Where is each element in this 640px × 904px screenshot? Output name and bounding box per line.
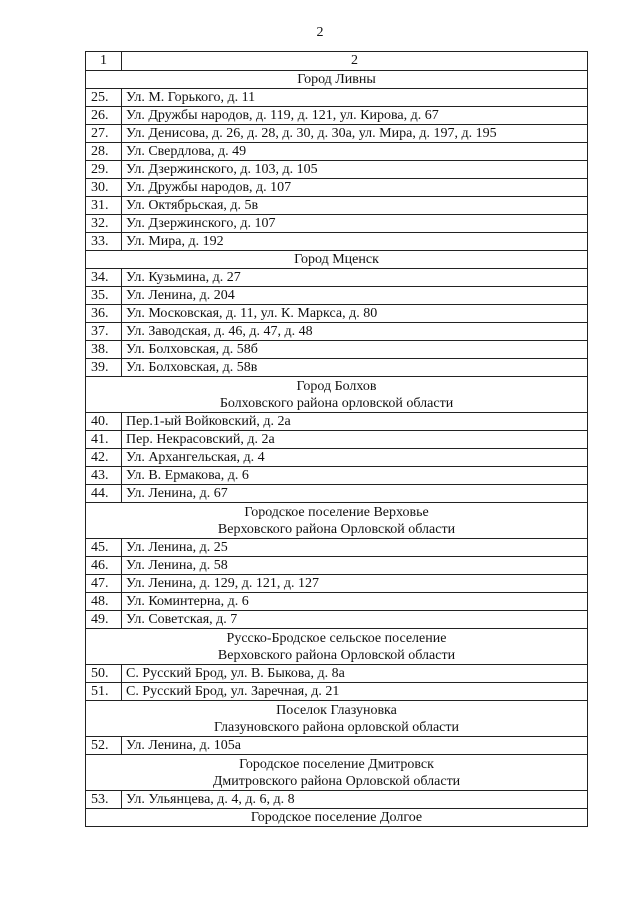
row-number: 49. bbox=[86, 611, 122, 629]
section-header-row bbox=[86, 251, 588, 269]
table-row bbox=[86, 611, 588, 629]
row-number: 32. bbox=[86, 215, 122, 233]
section-title-line: Верховского района Орловской области bbox=[217, 647, 456, 663]
section-title bbox=[86, 701, 588, 737]
table-row bbox=[86, 323, 588, 341]
row-number: 51. bbox=[86, 683, 122, 701]
row-address: Ул. Советская, д. 7 bbox=[122, 611, 588, 629]
section-title-line: Верховского района Орловской области bbox=[217, 521, 456, 537]
row-address: Ул. Болховская, д. 58в bbox=[122, 359, 588, 377]
row-address: Ул. Дзержинского, д. 107 bbox=[122, 215, 588, 233]
row-number: 30. bbox=[86, 179, 122, 197]
row-number: 42. bbox=[86, 449, 122, 467]
section-header-row bbox=[86, 503, 588, 539]
row-address: Ул. Кузьмина, д. 27 bbox=[122, 269, 588, 287]
row-number: 35. bbox=[86, 287, 122, 305]
row-address: Ул. Ленина, д. 25 bbox=[122, 539, 588, 557]
table-row bbox=[86, 359, 588, 377]
row-number: 38. bbox=[86, 341, 122, 359]
section-header-row bbox=[86, 377, 588, 413]
table-row bbox=[86, 215, 588, 233]
table-row bbox=[86, 485, 588, 503]
address-table-body bbox=[86, 52, 588, 827]
section-title-line: Городское поселение Долгое bbox=[250, 810, 423, 825]
row-number: 33. bbox=[86, 233, 122, 251]
row-address: Ул. Мира, д. 192 bbox=[122, 233, 588, 251]
row-address: Ул. Дзержинского, д. 103, д. 105 bbox=[122, 161, 588, 179]
row-address: Ул. М. Горького, д. 11 bbox=[122, 89, 588, 107]
section-title bbox=[86, 809, 588, 827]
section-title bbox=[86, 503, 588, 539]
table-header-row bbox=[86, 52, 588, 71]
table-row bbox=[86, 143, 588, 161]
row-number: 45. bbox=[86, 539, 122, 557]
table-row bbox=[86, 179, 588, 197]
row-number: 50. bbox=[86, 665, 122, 683]
row-address: Пер. Некрасовский, д. 2а bbox=[122, 431, 588, 449]
section-title bbox=[86, 71, 588, 89]
section-title-line: Дмитровского района Орловской области bbox=[212, 773, 461, 789]
row-number: 48. bbox=[86, 593, 122, 611]
section-title-line: Город Мценск bbox=[294, 252, 379, 267]
row-address: Ул. Ленина, д. 58 bbox=[122, 557, 588, 575]
table-row bbox=[86, 89, 588, 107]
row-number: 44. bbox=[86, 485, 122, 503]
section-title bbox=[86, 377, 588, 413]
row-number: 47. bbox=[86, 575, 122, 593]
row-address: С. Русский Брод, ул. Заречная, д. 21 bbox=[122, 683, 588, 701]
table-row bbox=[86, 593, 588, 611]
row-address: Ул. Денисова, д. 26, д. 28, д. 30, д. 30а, ул. Мира, д. 197, д. 195 bbox=[122, 125, 588, 143]
row-address: Ул. Свердлова, д. 49 bbox=[122, 143, 588, 161]
table-row bbox=[86, 683, 588, 701]
address-table bbox=[85, 51, 588, 827]
table-row bbox=[86, 557, 588, 575]
row-address: Ул. Октябрьская, д. 5в bbox=[122, 197, 588, 215]
section-title bbox=[86, 755, 588, 791]
table-row bbox=[86, 431, 588, 449]
row-number: 43. bbox=[86, 467, 122, 485]
row-address: Ул. Болховская, д. 58б bbox=[122, 341, 588, 359]
row-number: 34. bbox=[86, 269, 122, 287]
table-row bbox=[86, 233, 588, 251]
row-address: Ул. Ленина, д. 204 bbox=[122, 287, 588, 305]
row-number: 40. bbox=[86, 413, 122, 431]
table-row bbox=[86, 413, 588, 431]
table-row bbox=[86, 341, 588, 359]
table-row bbox=[86, 305, 588, 323]
row-address: Ул. Заводская, д. 46, д. 47, д. 48 bbox=[122, 323, 588, 341]
header-col-2: 2 bbox=[122, 52, 588, 71]
row-number: 27. bbox=[86, 125, 122, 143]
row-number: 29. bbox=[86, 161, 122, 179]
row-address: Ул. Московская, д. 11, ул. К. Маркса, д. 80 bbox=[122, 305, 588, 323]
row-address: Ул. Коминтерна, д. 6 bbox=[122, 593, 588, 611]
row-address: Ул. Ленина, д. 129, д. 121, д. 127 bbox=[122, 575, 588, 593]
table-row bbox=[86, 791, 588, 809]
header-col-1: 1 bbox=[86, 52, 122, 71]
table-row bbox=[86, 269, 588, 287]
page-number: 2 bbox=[316, 25, 324, 40]
section-title-line: Городское поселение Дмитровск bbox=[239, 756, 434, 772]
row-address: Ул. Дружбы народов, д. 107 bbox=[122, 179, 588, 197]
section-title-line: Русско-Бродское сельское поселение bbox=[226, 630, 447, 646]
table-row bbox=[86, 467, 588, 485]
row-number: 26. bbox=[86, 107, 122, 125]
row-address: Ул. Архангельская, д. 4 bbox=[122, 449, 588, 467]
section-title bbox=[86, 629, 588, 665]
table-row bbox=[86, 737, 588, 755]
row-address: Ул. Ленина, д. 67 bbox=[122, 485, 588, 503]
row-number: 53. bbox=[86, 791, 122, 809]
table-row bbox=[86, 125, 588, 143]
row-number: 25. bbox=[86, 89, 122, 107]
row-address: Ул. Ленина, д. 105а bbox=[122, 737, 588, 755]
table-row bbox=[86, 665, 588, 683]
row-address: С. Русский Брод, ул. В. Быкова, д. 8а bbox=[122, 665, 588, 683]
row-number: 36. bbox=[86, 305, 122, 323]
table-row bbox=[86, 539, 588, 557]
table-row bbox=[86, 161, 588, 179]
table-row bbox=[86, 449, 588, 467]
section-header-row bbox=[86, 629, 588, 665]
row-address: Ул. Дружбы народов, д. 119, д. 121, ул. Кирова, д. 67 bbox=[122, 107, 588, 125]
row-number: 28. bbox=[86, 143, 122, 161]
section-title bbox=[86, 251, 588, 269]
table-row bbox=[86, 107, 588, 125]
section-header-row bbox=[86, 71, 588, 89]
row-address: Пер.1-ый Войковский, д. 2а bbox=[122, 413, 588, 431]
section-title-line: Город Болхов bbox=[296, 378, 377, 394]
row-number: 41. bbox=[86, 431, 122, 449]
row-number: 46. bbox=[86, 557, 122, 575]
section-header-row bbox=[86, 701, 588, 737]
section-title-line: Поселок Глазуновка bbox=[276, 702, 397, 718]
section-header-row bbox=[86, 809, 588, 827]
table-row bbox=[86, 287, 588, 305]
row-address: Ул. Ульянцева, д. 4, д. 6, д. 8 bbox=[122, 791, 588, 809]
section-title-line: Глазуновского района орловской области bbox=[213, 719, 460, 735]
row-number: 39. bbox=[86, 359, 122, 377]
section-header-row bbox=[86, 755, 588, 791]
row-number: 31. bbox=[86, 197, 122, 215]
row-address: Ул. В. Ермакова, д. 6 bbox=[122, 467, 588, 485]
row-number: 52. bbox=[86, 737, 122, 755]
row-number: 37. bbox=[86, 323, 122, 341]
table-row bbox=[86, 575, 588, 593]
section-title-line: Болховского района орловской области bbox=[219, 395, 454, 411]
table-row bbox=[86, 197, 588, 215]
section-title-line: Городское поселение Верховье bbox=[244, 504, 429, 520]
section-title-line: Город Ливны bbox=[297, 72, 376, 87]
